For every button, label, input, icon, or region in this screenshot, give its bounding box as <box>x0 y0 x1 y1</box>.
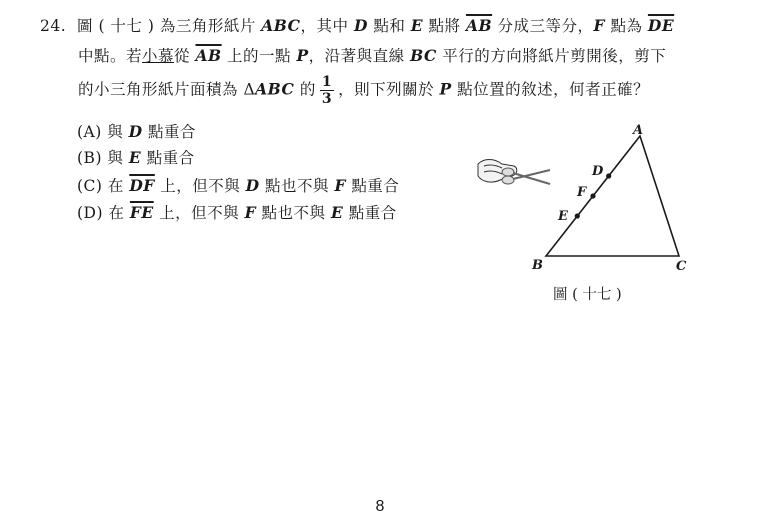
point-e <box>575 213 580 218</box>
triangle-figure <box>470 120 700 280</box>
triangle-abc-shape <box>546 136 679 256</box>
fraction-one-third: $\frac{1}{3}$ <box>321 74 333 107</box>
question-line-3: 的小三角形紙片面積為 ΔABC 的 $\frac{1}{3}$ ，則下列關於 P 點位置的敘述，何者正確？ <box>78 74 650 107</box>
segment-df: $\overline{DF}$ <box>129 176 155 195</box>
question-number: 24. <box>40 17 67 35</box>
person-name: 小慕 <box>142 47 175 65</box>
label-b: B <box>532 258 543 273</box>
label-a: A <box>633 123 644 138</box>
point-d <box>606 173 611 178</box>
label-f: F <box>577 185 587 200</box>
segment-fe: $\overline{FE}$ <box>129 203 154 222</box>
page-number: 8 <box>375 498 385 515</box>
label-d: D <box>592 164 604 179</box>
triangle-abc: ABC <box>261 16 301 35</box>
segment-ab: $\overline{AB}$ <box>465 16 493 35</box>
segment-de: $\overline{DE}$ <box>647 16 675 35</box>
option-c: (C) 在 $\overline{DF}$ 上，但不與 D 點也不與 F 點重合 <box>77 176 400 195</box>
option-a: (A) 與 D 點重合 <box>77 122 197 141</box>
question-line-1: 24. 圖 ( 十七 ) 為三角形紙片 ABC，其中 D 點和 E 點將 $\overline{AB}$ 分成三等分，F 點為 $\overline{DE}$ <box>40 16 675 35</box>
question-line-2: 中點。若小慕從 $\overline{AB}$ 上的一點 P，沿著與直線 BC 平行的方向將紙片剪開後，剪下 <box>78 46 667 65</box>
scissors-hand-icon <box>478 160 550 185</box>
point-f <box>590 193 595 198</box>
option-d: (D) 在 $\overline{FE}$ 上，但不與 F 點也不與 E 點重合 <box>77 203 397 222</box>
segment-ab: $\overline{AB}$ <box>195 46 222 65</box>
figure-caption: 圖 ( 十七 ) <box>553 287 622 303</box>
option-b: (B) 與 E 點重合 <box>77 148 195 167</box>
label-e: E <box>558 209 568 224</box>
line-bc: BC <box>410 46 437 65</box>
label-c: C <box>676 259 687 274</box>
